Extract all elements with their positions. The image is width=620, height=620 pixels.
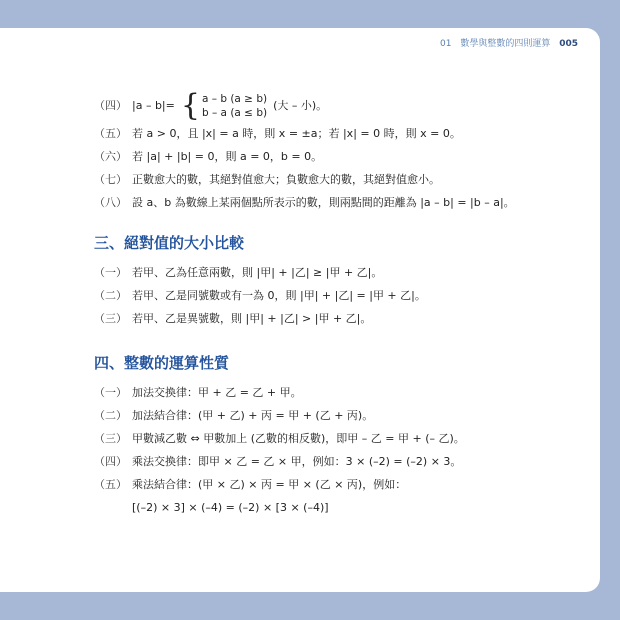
- item-text: 若 |a| + |b| = 0，則 a = 0，b = 0。: [132, 150, 323, 163]
- rule-item: [94, 284, 574, 307]
- rule-item: [94, 261, 574, 284]
- rule-item: [94, 427, 574, 450]
- formula-case-2: b – a (a ≤ b): [201, 107, 268, 119]
- rule-item: [94, 191, 574, 214]
- item-number: （一）: [94, 266, 127, 279]
- item-number: （五）: [94, 127, 127, 140]
- formula-case-1: a – b (a ≥ b): [201, 93, 268, 105]
- brace-symbol: {: [180, 88, 200, 123]
- item-text: 正數愈大的數，其絕對值愈大；負數愈大的數，其絕對值愈小。: [132, 173, 440, 186]
- rule-item: [94, 404, 574, 427]
- item-number: （三）: [94, 432, 127, 445]
- rule-item: [94, 381, 574, 404]
- rule-item: [94, 168, 574, 191]
- item-text: 設 a、b 為數線上某兩個點所表示的數，則兩點間的距離為 |a – b| = |b – a|。: [132, 196, 515, 209]
- formula-cases: [202, 92, 267, 120]
- item-text: 若甲、乙為任意兩數，則 |甲| + |乙| ≥ |甲 + 乙|。: [132, 266, 383, 279]
- item-text: 加法交換律：甲 + 乙 = 乙 + 甲。: [132, 386, 302, 399]
- rule-item: [94, 122, 574, 145]
- example-formula: [(–2) × 3] × (–4) = (–2) × [3 × (–4)]: [132, 501, 329, 514]
- rule-item: [94, 473, 574, 496]
- rule-item: [94, 307, 574, 330]
- chapter-number: 01: [439, 39, 452, 49]
- item-number: （三）: [94, 312, 127, 325]
- rule-item: [94, 145, 574, 168]
- item-text: 加法結合律：(甲 + 乙) + 丙 = 甲 + (乙 + 丙)。: [132, 409, 374, 422]
- item-text: 甲數減乙數 ⇔ 甲數加上 (乙數的相反數)，即甲 – 乙 = 甲 + (– 乙)。: [132, 432, 465, 445]
- book-page: [0, 28, 600, 592]
- section-heading: 四、整數的運算性質: [94, 354, 230, 372]
- item-text: 若 a > 0，且 |x| = a 時，則 x = ±a；若 |x| = 0 時，則 x = 0。: [132, 127, 461, 140]
- section-heading: 三、絕對值的大小比較: [94, 234, 245, 252]
- page-number: 005: [559, 39, 578, 49]
- item-number: （六）: [94, 150, 127, 163]
- item-number: （五）: [94, 478, 127, 491]
- item-number: （四）: [94, 99, 127, 112]
- formula-suffix: (大 – 小)。: [273, 99, 328, 112]
- item-number: （八）: [94, 196, 127, 209]
- item-text: 若甲、乙是異號數，則 |甲| + |乙| > |甲 + 乙|。: [132, 312, 372, 325]
- piecewise-formula: [180, 88, 268, 123]
- page-content: [94, 90, 574, 520]
- rule-item: [94, 90, 574, 122]
- item-text: 若甲、乙是同號數或有一為 0，則 |甲| + |乙| = |甲 + 乙|。: [132, 289, 426, 302]
- item-number: （一）: [94, 386, 127, 399]
- item-number: （四）: [94, 455, 127, 468]
- item-text: 乘法交換律：即甲 × 乙 = 乙 × 甲，例如：3 × (–2) = (–2) × 3。: [132, 455, 462, 468]
- item-text: 乘法結合律：(甲 × 乙) × 丙 = 甲 × (乙 × 丙)，例如：: [132, 478, 407, 491]
- formula-lhs: |a – b|=: [132, 99, 175, 112]
- page-header: [440, 36, 578, 49]
- item-number: （二）: [94, 409, 127, 422]
- chapter-title: 數學與整數的四則運算: [460, 39, 551, 49]
- rule-item: [94, 450, 574, 473]
- item-number: （七）: [94, 173, 127, 186]
- item-number: （二）: [94, 289, 127, 302]
